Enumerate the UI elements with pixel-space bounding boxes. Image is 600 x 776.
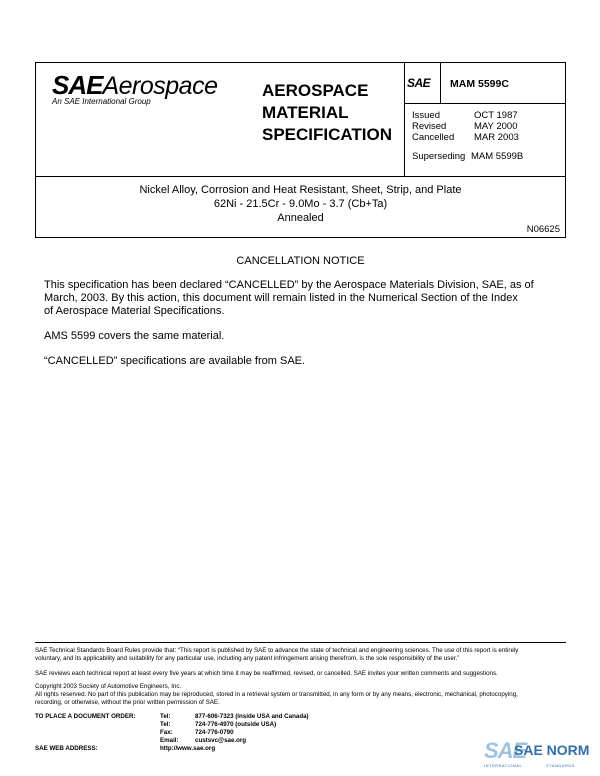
contact-phone-domestic[interactable]: 877-606-7323 (inside USA and Canada) [195, 713, 309, 720]
subject-line-1: Nickel Alloy, Corrosion and Heat Resistant, Sheet, Strip, and Plate [139, 184, 462, 196]
subject-line-2: 62Ni - 21.5Cr - 9.0Mo - 3.7 (Cb+Ta) [213, 198, 388, 210]
watermark-sae-mark: SAE [484, 738, 527, 763]
copyright-line: Copyright 2003 Society of Automotive Engineers, Inc. [35, 683, 182, 690]
logo-aerospace-text: Aerospace [102, 72, 218, 100]
uns-number: N06625 [526, 224, 560, 235]
doc-number-divider [404, 103, 566, 104]
watermark-norm-text: SAE NORM [514, 742, 590, 758]
rights-line-1: All rights reserved. No part of this publication may be reproduced, stored in a retrieval system or transmitted, in any form or by any means, electronic, mechanical, photocopying, [35, 691, 518, 698]
document-type-title [262, 80, 392, 146]
order-label: TO PLACE A DOCUMENT ORDER: [35, 713, 136, 720]
contact-label: Fax: [160, 729, 173, 736]
rights-notice [35, 691, 518, 707]
doc-number: MAM 5599C [450, 78, 509, 90]
footer-rule [35, 642, 566, 643]
revised-label: Revised [412, 121, 447, 132]
title-line-3: SPECIFICATION [262, 125, 393, 144]
issued-date: OCT 1987 [474, 110, 518, 121]
superseding-value: MAM 5599B [471, 151, 524, 162]
logo-subtitle: An SAE International Group [52, 97, 151, 106]
contact-label: Email: [160, 737, 179, 744]
contact-phone-intl[interactable]: 724-776-4970 (outside USA) [195, 721, 277, 728]
cancellation-heading: CANCELLATION NOTICE [236, 255, 365, 267]
sae-norm-watermark [484, 738, 596, 772]
rules-line-2: voluntary, and its applicability and suitability for any particular use, including any patent infringement arising therefrom, is the sole responsibility of the user.” [35, 655, 460, 662]
issued-label: Issued [412, 110, 440, 121]
watermark-intl-text: INTERNATIONAL [484, 763, 523, 768]
contact-label: Tel: [160, 713, 171, 720]
contact-label: Tel: [160, 721, 171, 728]
superseding-label: Superseding [412, 151, 466, 162]
issue-dates [412, 110, 562, 143]
title-line-2: MATERIAL [262, 103, 349, 122]
web-label: SAE WEB ADDRESS: [35, 745, 98, 752]
contact-list [160, 713, 309, 745]
revised-date: MAY 2000 [474, 121, 518, 132]
para1-line-1: This specification has been declared “CANCELLED” by the Aerospace Materials Division, SAE, as of [44, 279, 534, 291]
contact-email-link[interactable]: custsvc@sae.org [195, 737, 247, 744]
rights-line-2: recording, or otherwise, without the prior written permission of SAE. [35, 699, 220, 706]
board-rules [35, 647, 575, 663]
para1-line-3: of Aerospace Material Specifications. [44, 305, 225, 317]
cancelled-date: MAR 2003 [474, 132, 519, 143]
contact-fax: 724-776-0790 [195, 729, 234, 736]
same-material-note: AMS 5599 covers the same material. [44, 330, 225, 342]
web-address-link[interactable]: http://www.sae.org [160, 745, 216, 752]
cancelled-label: Cancelled [412, 132, 455, 143]
rules-line-1: SAE Technical Standards Board Rules provide that: “This report is published by SAE to advance the state of technical and engineering sciences. The use of this report is entirely [35, 647, 519, 654]
cancellation-paragraph [44, 279, 564, 318]
small-sae-logo: SAE [407, 76, 431, 90]
availability-note: “CANCELLED” specifications are available from SAE. [44, 355, 306, 367]
subject-line-3: Annealed [277, 212, 324, 224]
para1-line-2: March, 2003. By this action, this document will remain listed in the Numerical Section of the Index [44, 292, 518, 304]
small-logo-divider [440, 62, 441, 103]
subject-title [35, 183, 566, 225]
superseding-line [412, 151, 523, 162]
title-line-1: AEROSPACE [262, 81, 369, 100]
watermark-standards-text: STANDARDS [546, 763, 575, 768]
review-note: SAE reviews each technical report at least every five years at which time it may be reaffirmed, revised, or cancelled. SAE invites your written comments and suggestions. [35, 670, 498, 677]
logo-sae-text: SAE [52, 70, 103, 100]
